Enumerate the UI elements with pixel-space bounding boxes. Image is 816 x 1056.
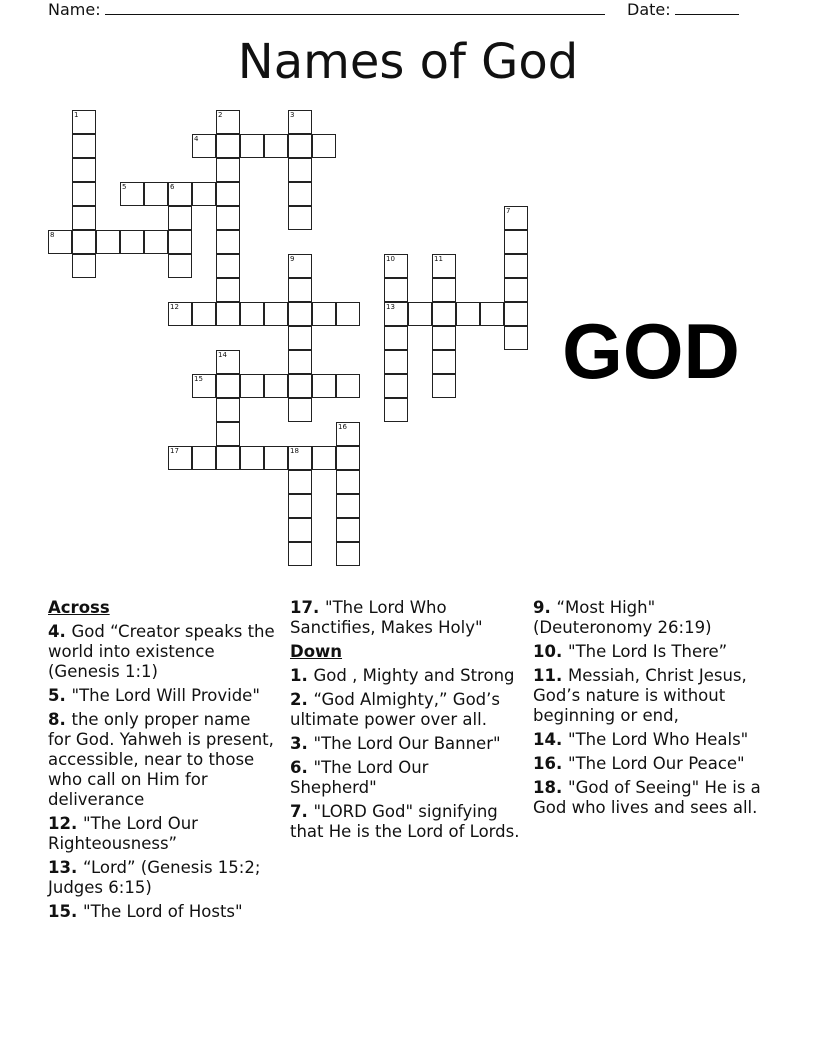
grid-cell[interactable] bbox=[240, 446, 264, 470]
grid-cell[interactable] bbox=[384, 302, 408, 326]
clue-number: 14 bbox=[218, 351, 227, 359]
grid-cell[interactable] bbox=[288, 398, 312, 422]
grid-cell[interactable] bbox=[72, 110, 96, 134]
clue-number: 11 bbox=[434, 255, 443, 263]
clue-column-3 bbox=[533, 598, 763, 822]
grid-cell[interactable] bbox=[72, 158, 96, 182]
grid-cell[interactable] bbox=[192, 134, 216, 158]
clue-number: 13 bbox=[386, 303, 395, 311]
grid-cell[interactable] bbox=[288, 470, 312, 494]
clue-item: 6. "The Lord Our Shepherd" bbox=[290, 758, 429, 797]
grid-cell[interactable] bbox=[336, 374, 360, 398]
grid-cell[interactable] bbox=[312, 302, 336, 326]
grid-cell[interactable] bbox=[72, 230, 96, 254]
grid-cell[interactable] bbox=[288, 254, 312, 278]
clue-number: 12 bbox=[170, 303, 179, 311]
grid-cell[interactable] bbox=[288, 182, 312, 206]
grid-cell[interactable] bbox=[168, 254, 192, 278]
grid-cell[interactable] bbox=[432, 302, 456, 326]
clue-number: 10 bbox=[386, 255, 395, 263]
grid-cell[interactable] bbox=[288, 278, 312, 302]
grid-cell[interactable] bbox=[144, 182, 168, 206]
grid-cell[interactable] bbox=[72, 182, 96, 206]
clue-item: 15. "The Lord of Hosts" bbox=[48, 902, 243, 921]
grid-cell[interactable] bbox=[384, 398, 408, 422]
grid-cell[interactable] bbox=[288, 110, 312, 134]
grid-cell[interactable] bbox=[216, 374, 240, 398]
grid-cell[interactable] bbox=[504, 206, 528, 230]
grid-cell[interactable] bbox=[312, 446, 336, 470]
clue-item: 10. "The Lord Is There” bbox=[533, 642, 728, 661]
grid-cell[interactable] bbox=[120, 182, 144, 206]
grid-cell[interactable] bbox=[168, 230, 192, 254]
down-heading: Down bbox=[290, 642, 343, 661]
clue-column-1 bbox=[48, 598, 278, 926]
grid-cell[interactable] bbox=[288, 326, 312, 350]
logo-text: GOD bbox=[562, 312, 740, 384]
grid-cell[interactable] bbox=[264, 302, 288, 326]
across-heading: Across bbox=[48, 598, 110, 617]
grid-cell[interactable] bbox=[288, 302, 312, 326]
grid-cell[interactable] bbox=[216, 350, 240, 374]
grid-cell[interactable] bbox=[336, 422, 360, 446]
grid-cell[interactable] bbox=[216, 254, 240, 278]
grid-cell[interactable] bbox=[216, 278, 240, 302]
clue-number: 17 bbox=[170, 447, 179, 455]
grid-cell[interactable] bbox=[504, 278, 528, 302]
clue-number: 6 bbox=[170, 183, 175, 191]
grid-cell[interactable] bbox=[264, 134, 288, 158]
clue-number: 1 bbox=[74, 111, 79, 119]
grid-cell[interactable] bbox=[504, 230, 528, 254]
grid-cell[interactable] bbox=[216, 446, 240, 470]
grid-cell[interactable] bbox=[168, 182, 192, 206]
grid-cell[interactable] bbox=[288, 494, 312, 518]
clue-number: 5 bbox=[122, 183, 127, 191]
grid-cell[interactable] bbox=[192, 374, 216, 398]
clue-item: 14. "The Lord Who Heals" bbox=[533, 730, 749, 749]
grid-cell[interactable] bbox=[216, 182, 240, 206]
grid-cell[interactable] bbox=[336, 446, 360, 470]
grid-cell[interactable] bbox=[168, 446, 192, 470]
grid-cell[interactable] bbox=[216, 422, 240, 446]
grid-cell[interactable] bbox=[456, 302, 480, 326]
grid-cell[interactable] bbox=[288, 518, 312, 542]
grid-cell[interactable] bbox=[384, 350, 408, 374]
grid-cell[interactable] bbox=[336, 494, 360, 518]
grid-cell[interactable] bbox=[264, 446, 288, 470]
clue-item: 5. "The Lord Will Provide" bbox=[48, 686, 260, 705]
clue-item: 7. "LORD God" signifying that He is the Lord of Lords. bbox=[290, 802, 520, 841]
page-title: Names of God bbox=[237, 34, 579, 90]
grid-cell[interactable] bbox=[216, 158, 240, 182]
clue-number: 4 bbox=[194, 135, 199, 143]
clue-item: 16. "The Lord Our Peace" bbox=[533, 754, 745, 773]
grid-cell[interactable] bbox=[216, 398, 240, 422]
clue-item: 11. Messiah, Christ Jesus, God’s nature is without beginning or end, bbox=[533, 666, 747, 725]
grid-cell[interactable] bbox=[336, 518, 360, 542]
grid-cell[interactable] bbox=[288, 134, 312, 158]
clue-number: 7 bbox=[506, 207, 511, 215]
grid-cell[interactable] bbox=[432, 350, 456, 374]
grid-cell[interactable] bbox=[72, 206, 96, 230]
grid-cell[interactable] bbox=[432, 374, 456, 398]
grid-cell[interactable] bbox=[336, 542, 360, 566]
grid-cell[interactable] bbox=[504, 302, 528, 326]
grid-cell[interactable] bbox=[144, 230, 168, 254]
grid-cell[interactable] bbox=[288, 158, 312, 182]
clue-number: 15 bbox=[194, 375, 203, 383]
grid-cell[interactable] bbox=[168, 206, 192, 230]
clue-number: 18 bbox=[290, 447, 299, 455]
grid-cell[interactable] bbox=[288, 374, 312, 398]
date-label: Date: bbox=[627, 0, 671, 19]
clue-item: 8. the only proper name for God. Yahweh is present, accessible, near to those who call on Him for deliverance bbox=[48, 710, 274, 809]
grid-cell[interactable] bbox=[48, 230, 72, 254]
grid-cell[interactable] bbox=[72, 254, 96, 278]
grid-cell[interactable] bbox=[384, 254, 408, 278]
god-logo bbox=[552, 312, 750, 384]
grid-cell[interactable] bbox=[120, 230, 144, 254]
grid-cell[interactable] bbox=[408, 302, 432, 326]
grid-cell[interactable] bbox=[240, 134, 264, 158]
grid-cell[interactable] bbox=[432, 254, 456, 278]
clue-column-2 bbox=[290, 598, 520, 846]
clue-item: 17. "The Lord Who Sanctifies, Makes Holy" bbox=[290, 598, 483, 637]
clue-number: 9 bbox=[290, 255, 295, 263]
grid-cell[interactable] bbox=[432, 278, 456, 302]
grid-cell[interactable] bbox=[240, 374, 264, 398]
clue-item: 9. “Most High" (Deuteronomy 26:19) bbox=[533, 598, 712, 637]
grid-cell[interactable] bbox=[288, 446, 312, 470]
grid-cell[interactable] bbox=[312, 374, 336, 398]
clue-number: 3 bbox=[290, 111, 295, 119]
grid-cell[interactable] bbox=[384, 374, 408, 398]
clue-item: 4. God “Creator speaks the world into existence (Genesis 1:1) bbox=[48, 622, 275, 681]
grid-cell[interactable] bbox=[216, 134, 240, 158]
grid-cell[interactable] bbox=[288, 542, 312, 566]
grid-cell[interactable] bbox=[192, 182, 216, 206]
grid-cell[interactable] bbox=[336, 302, 360, 326]
clue-number: 8 bbox=[50, 231, 55, 239]
name-label: Name: bbox=[48, 0, 101, 19]
grid-cell[interactable] bbox=[312, 134, 336, 158]
grid-cell[interactable] bbox=[504, 254, 528, 278]
grid-cell[interactable] bbox=[264, 374, 288, 398]
grid-cell[interactable] bbox=[216, 302, 240, 326]
grid-cell[interactable] bbox=[216, 206, 240, 230]
grid-cell[interactable] bbox=[384, 326, 408, 350]
grid-cell[interactable] bbox=[288, 206, 312, 230]
grid-cell[interactable] bbox=[288, 350, 312, 374]
clue-item: 18. "God of Seeing" He is a God who lives and sees all. bbox=[533, 778, 761, 817]
clue-item: 1. God , Mighty and Strong bbox=[290, 666, 515, 685]
grid-cell[interactable] bbox=[192, 302, 216, 326]
grid-cell[interactable] bbox=[480, 302, 504, 326]
grid-cell[interactable] bbox=[384, 278, 408, 302]
clue-number: 16 bbox=[338, 423, 347, 431]
clue-item: 13. “Lord” (Genesis 15:2; Judges 6:15) bbox=[48, 858, 261, 897]
grid-cell[interactable] bbox=[216, 230, 240, 254]
grid-cell[interactable] bbox=[96, 230, 120, 254]
grid-cell[interactable] bbox=[216, 110, 240, 134]
grid-cell[interactable] bbox=[336, 470, 360, 494]
clue-item: 12. "The Lord Our Righteousness” bbox=[48, 814, 198, 853]
grid-cell[interactable] bbox=[72, 134, 96, 158]
clue-number: 2 bbox=[218, 111, 223, 119]
grid-cell[interactable] bbox=[168, 302, 192, 326]
clue-item: 2. “God Almighty,” God’s ultimate power over all. bbox=[290, 690, 500, 729]
grid-cell[interactable] bbox=[240, 302, 264, 326]
grid-cell[interactable] bbox=[432, 326, 456, 350]
grid-cell[interactable] bbox=[504, 326, 528, 350]
clue-item: 3. "The Lord Our Banner" bbox=[290, 734, 501, 753]
grid-cell[interactable] bbox=[192, 446, 216, 470]
